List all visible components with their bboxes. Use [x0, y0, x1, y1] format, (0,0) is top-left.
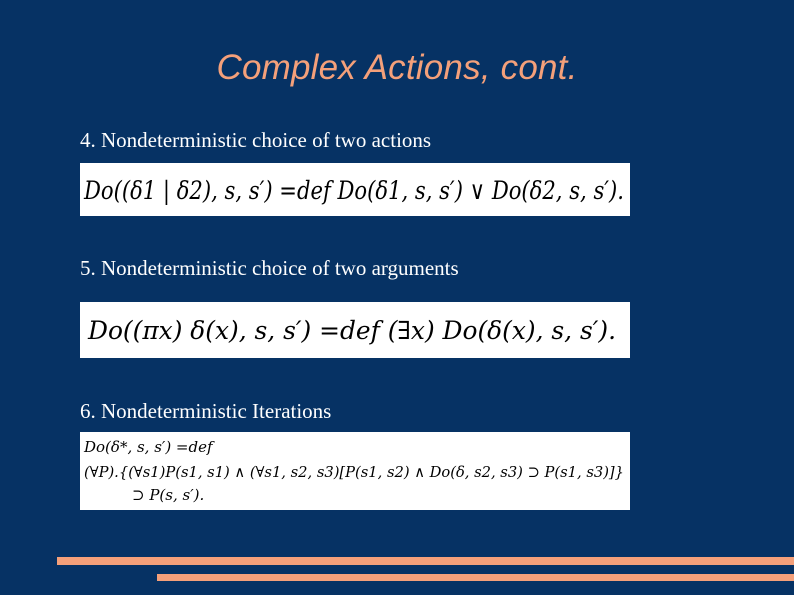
item-5-label: 5. Nondeterministic choice of two arguments [80, 256, 459, 280]
item-6-label: 6. Nondeterministic Iterations [80, 399, 332, 423]
decorative-bar-bottom [157, 574, 794, 581]
formula-6-line-1: Do(δ*, s, s′) =def [84, 438, 213, 456]
item-4-label: 4. Nondeterministic choice of two actions [80, 128, 432, 152]
formula-6-svg [80, 432, 630, 510]
formula-6-line-3: ⊃ P(s, s′). [132, 486, 205, 504]
formula-4-image [80, 163, 724, 216]
formula-5-text: Do((πx) δ(x), s, s′) =def (∃x) Do(δ(x), s, s′). [87, 316, 616, 345]
formula-6-line-2: (∀P).{(∀s1)P(s1, s1) ∧ (∀s1, s2, s3)[P(s1, s2) ∧ Do(δ, s2, s3) ⊃ P(s1, s3)]} [84, 463, 624, 481]
formula-4-svg [80, 163, 724, 216]
formula-4-text: Do((δ1 | δ2), s, s′) =def Do(δ1, s, s′) ∨ Do(δ2, s, s′). [84, 176, 724, 205]
decorative-bar-top [57, 557, 794, 565]
slide-title: Complex Actions, cont. [216, 48, 578, 87]
formula-6-image [80, 432, 630, 510]
formula-5-image [80, 302, 630, 358]
formula-5-svg [80, 302, 630, 358]
